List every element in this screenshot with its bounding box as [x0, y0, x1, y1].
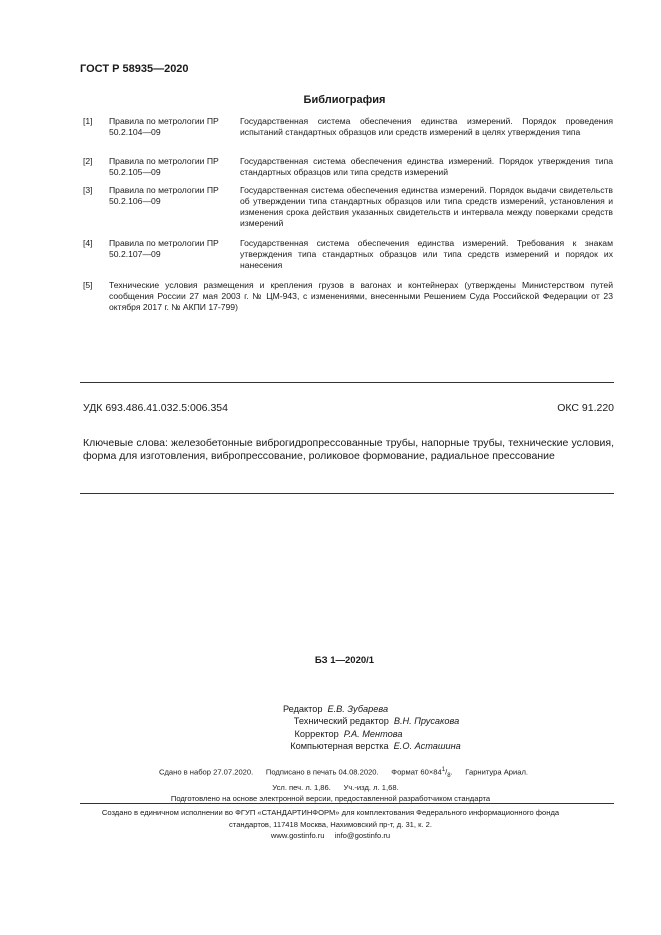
footer-site-link[interactable]: www.gostinfo.ru [270, 831, 325, 840]
entry-number: [1] [83, 116, 93, 126]
credit-editor [0, 703, 661, 715]
footer [0, 807, 661, 842]
credit-role: Технический редактор [293, 716, 389, 727]
credit-layout [0, 740, 661, 752]
footer-email-link[interactable]: info@gostinfo.ru [334, 831, 391, 840]
entry-document-name: Правила по метрологии ПР 50.2.107—09 [109, 238, 219, 259]
credit-person: Р.А. Ментова [343, 728, 403, 739]
print-info [0, 765, 661, 804]
entry-number: [4] [83, 238, 93, 248]
keywords: Ключевые слова: железобетонные виброгидропрессованные трубы, напорные трубы, технические условия, форма для изготовления, вибропрессование, роликовое формование, радиальное прессование [83, 437, 614, 462]
entry-document-name: Правила по метрологии ПР 50.2.105—09 [109, 156, 219, 177]
credit-corrector [0, 728, 661, 740]
format-sup: 1 [441, 767, 446, 773]
print-line-3: Подготовлено на основе электронной версии, предоставленной разработчиком стандарта [170, 794, 491, 804]
entry-description: Государственная система обеспечения единства измерений. Требования к знакам утверждения типа стандартных образцов или типа средств измерений и порядок их нанесения [240, 238, 613, 270]
divider [80, 493, 614, 494]
credit-role: Редактор [282, 704, 323, 714]
entry-description: Государственная система обеспечения единства измерений. Порядок проведения испытаний стандартных образцов или средств измерений в целях утверждения типа [240, 116, 613, 137]
entry-document-name: Правила по метрологии ПР 50.2.104—09 [109, 116, 219, 137]
credit-person: Е.О. Асташина [393, 741, 461, 752]
entry-number: [2] [83, 156, 93, 166]
entry-number: [5] [83, 280, 93, 290]
entry-description: Государственная система обеспечения единства измерений. Порядок выдачи свидетельств об утверждении типа стандартных образцов или типа средств измерений, установления и изменения срока действия указанных свидетельств и интервала между поверками средств измерений [240, 185, 613, 228]
udc-code: УДК 693.486.41.032.5:006.354 [83, 402, 228, 414]
credit-role: Корректор [294, 728, 339, 739]
print-dates: Сдано в набор 27.07.2020. Подписано в печать 04.08.2020. Формат 60×84 [158, 767, 442, 777]
credit-person: Е.В. Зубарева [327, 704, 389, 714]
print-typeface: . Гарнитура Ариал. [450, 767, 528, 777]
print-line-1: Сдано в набор 27.07.2020. Подписано в печать 04.08.2020. Формат $60\times 84^1/_8$. Гарнитура Ариал. [158, 767, 528, 780]
credit-tech-editor [0, 715, 661, 727]
standard-code: ГОСТ Р 58935—2020 [80, 63, 189, 75]
divider [80, 382, 614, 383]
entry-description: Государственная система обеспечения единства измерений. Порядок утверждения типа стандартных образцов или типа средств измерений [240, 156, 613, 177]
footer-line-1: Создано в единичном исполнении во ФГУП «СТАНДАРТИНФОРМ» для комплектования Федерального информационного фонда [101, 808, 560, 817]
entry-description: Технические условия размещения и крепления грузов в вагонах и контейнерах (утверждены Министерством путей сообщения России 27 мая 2003 г. № ЦМ-943, с изменениями, внесенными Решением Суда Российской Федерации от 23 октября 2017 г. № АКПИ 17-799) [109, 280, 613, 312]
bibliography-title: Библиография [303, 94, 386, 106]
footer-contacts [0, 830, 661, 842]
credits-block [0, 703, 661, 753]
divider [80, 803, 614, 804]
entry-document-name: Правила по метрологии ПР 50.2.106—09 [109, 185, 219, 206]
bz-number: БЗ 1—2020/1 [314, 655, 375, 666]
credit-person: В.Н. Прусакова [393, 716, 460, 727]
footer-line-2: стандартов, 117418 Москва, Нахимовский пр-т, д. 31, к. 2. [229, 819, 432, 829]
print-line-2: Усл. печ. л. 1,86. Уч.-изд. л. 1,68. [272, 783, 399, 793]
entry-number: [3] [83, 185, 93, 195]
oks-code: ОКС 91.220 [557, 402, 614, 414]
format-sub: 8 [447, 773, 451, 780]
credit-role: Компьютерная верстка [290, 741, 389, 752]
